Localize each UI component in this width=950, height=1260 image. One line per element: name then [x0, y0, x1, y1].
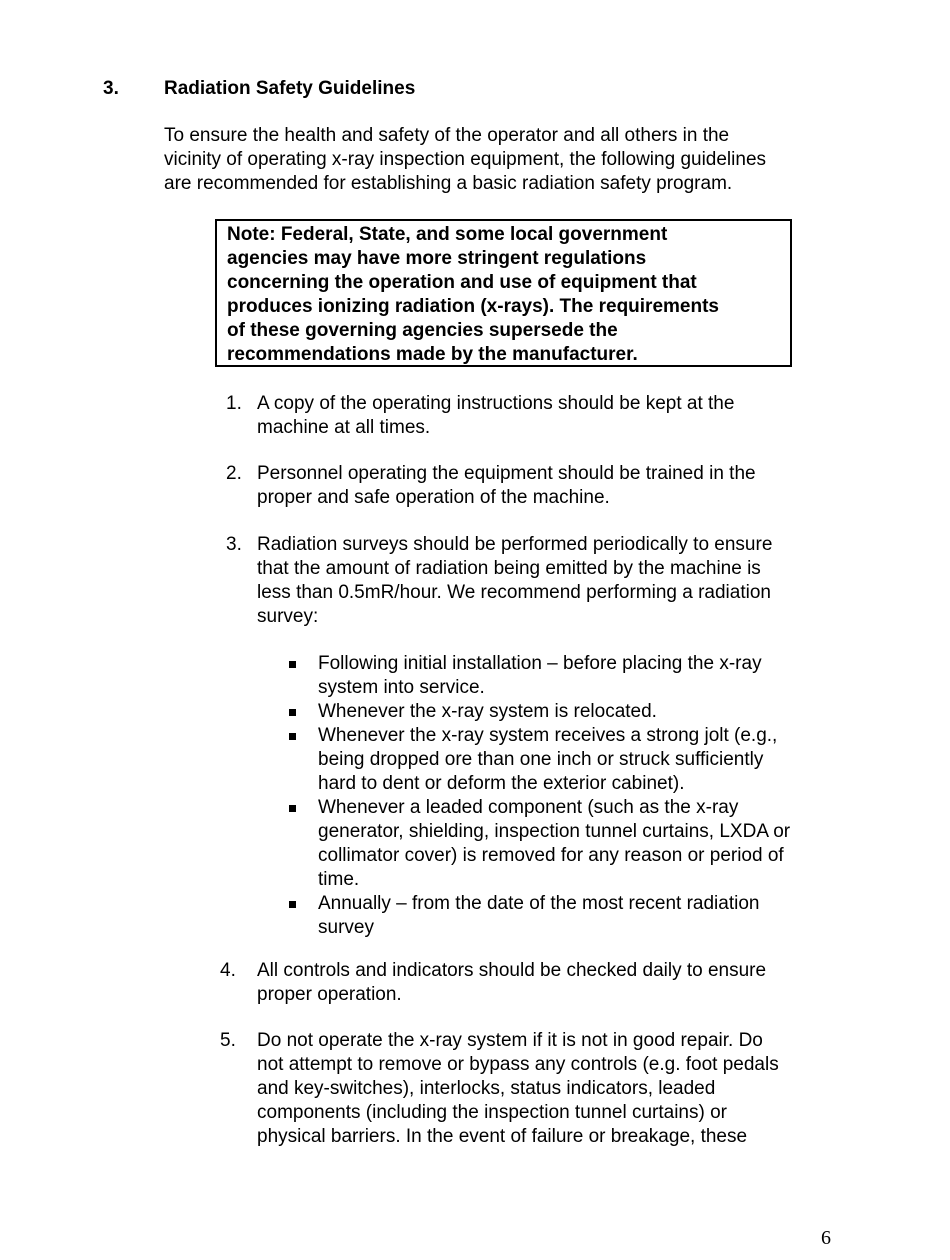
list-item-line: Do not operate the x-ray system if it is not in good repair. Do	[257, 1030, 763, 1051]
survey-bullet	[288, 892, 848, 940]
note-line: recommendations made by the manufacturer.	[227, 344, 638, 365]
list-item-line: physical barriers. In the event of failure or breakage, these	[257, 1126, 748, 1147]
list-item-text	[257, 1029, 837, 1149]
bullet-line: generator, shielding, inspection tunnel curtains, LXDA or	[318, 821, 791, 842]
bullet-line: collimator cover) is removed for any reason or period of	[318, 845, 784, 866]
bullet-line: Whenever the x-ray system is relocated.	[318, 701, 657, 722]
bullet-line: hard to dent or deform the exterior cabinet).	[318, 773, 685, 794]
list-item-line: Radiation surveys should be performed periodically to ensure	[257, 534, 773, 555]
list-item-number: 1.	[226, 393, 242, 414]
list-item-line: machine at all times.	[257, 417, 431, 438]
list-item-text	[257, 462, 837, 510]
intro-line: are recommended for establishing a basic radiation safety program.	[164, 173, 733, 194]
survey-bullet-list	[288, 652, 848, 940]
list-item-line: less than 0.5mR/hour. We recommend performing a radiation	[257, 582, 771, 603]
bullet-line: being dropped ore than one inch or struck sufficiently	[318, 749, 764, 770]
section-number: 3.	[103, 78, 119, 99]
square-bullet-icon	[289, 709, 296, 716]
note-line: Note: Federal, State, and some local government	[227, 224, 668, 245]
intro-line: vicinity of operating x-ray inspection equipment, the following guidelines	[164, 149, 767, 170]
bullet-line: system into service.	[318, 677, 485, 698]
section-title: Radiation Safety Guidelines	[164, 78, 416, 99]
list-item-line: and key-switches), interlocks, status indicators, leaded	[257, 1078, 716, 1099]
list-item-number: 3.	[226, 534, 242, 555]
note-text	[227, 223, 782, 367]
list-item-text	[257, 533, 837, 629]
list-item-line: that the amount of radiation being emitted by the machine is	[257, 558, 761, 579]
list-item-line: survey:	[257, 606, 319, 627]
list-item-line: proper and safe operation of the machine.	[257, 487, 610, 508]
page-number: 6	[821, 1227, 831, 1249]
intro-line: To ensure the health and safety of the operator and all others in the	[164, 125, 730, 146]
note-line: concerning the operation and use of equipment that	[227, 272, 697, 293]
list-item-line: proper operation.	[257, 984, 402, 1005]
survey-bullet	[288, 700, 848, 724]
note-line: of these governing agencies supersede the	[227, 320, 618, 341]
list-item-text	[257, 959, 837, 1007]
bullet-line: Whenever a leaded component (such as the x-ray	[318, 797, 739, 818]
note-line: agencies may have more stringent regulations	[227, 248, 647, 269]
list-item-line: not attempt to remove or bypass any controls (e.g. foot pedals	[257, 1054, 779, 1075]
square-bullet-icon	[289, 733, 296, 740]
list-item-line: A copy of the operating instructions should be kept at the	[257, 393, 735, 414]
list-item-number: 2.	[226, 463, 242, 484]
list-item-number: 5.	[220, 1030, 236, 1051]
square-bullet-icon	[289, 661, 296, 668]
list-item-number: 4.	[220, 960, 236, 981]
square-bullet-icon	[289, 805, 296, 812]
list-item-line: All controls and indicators should be checked daily to ensure	[257, 960, 767, 981]
survey-bullet	[288, 652, 848, 700]
bullet-line: survey	[318, 917, 374, 938]
bullet-line: time.	[318, 869, 360, 890]
bullet-line: Following initial installation – before placing the x-ray	[318, 653, 762, 674]
survey-bullet	[288, 796, 848, 892]
list-item-text	[257, 392, 837, 440]
bullet-line: Whenever the x-ray system receives a strong jolt (e.g.,	[318, 725, 778, 746]
intro-paragraph	[164, 124, 844, 196]
list-item-line: Personnel operating the equipment should be trained in the	[257, 463, 756, 484]
note-box	[215, 219, 792, 367]
bullet-line: Annually – from the date of the most recent radiation	[318, 893, 760, 914]
list-item-line: components (including the inspection tunnel curtains) or	[257, 1102, 727, 1123]
square-bullet-icon	[289, 901, 296, 908]
survey-bullet	[288, 724, 848, 796]
note-line: produces ionizing radiation (x-rays). The requirements	[227, 296, 719, 317]
